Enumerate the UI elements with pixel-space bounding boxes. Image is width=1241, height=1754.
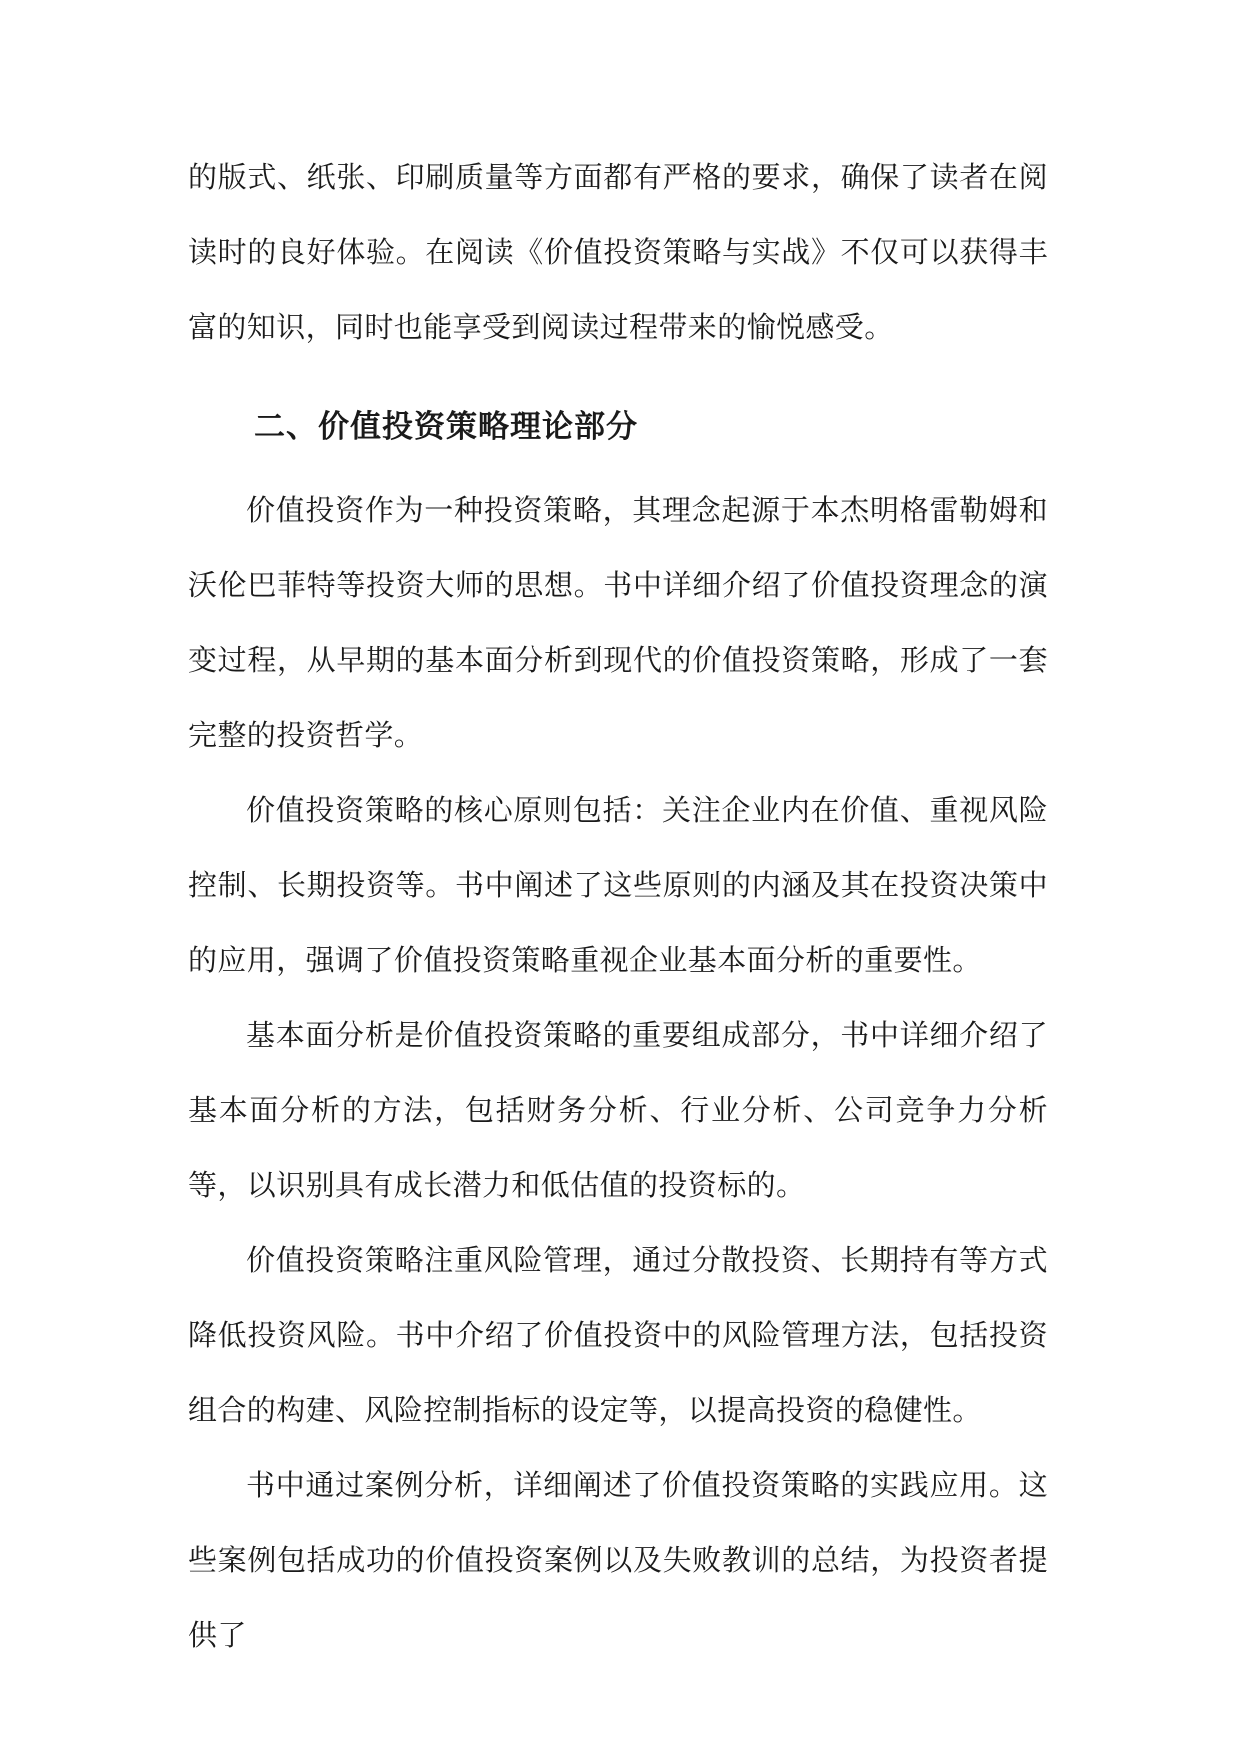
body-paragraph-5: 书中通过案例分析，详细阐述了价值投资策略的实践应用。这些案例包括成功的价值投资案例以及失败教训的总结，为投资者提供了 — [188, 1468, 1048, 1652]
body-paragraph-2: 价值投资策略的核心原则包括：关注企业内在价值、重视风险控制、长期投资等。书中阐述了这些原则的内涵及其在投资决策中的应用，强调了价值投资策略重视企业基本面分析的重要性。 — [188, 793, 1048, 977]
body-paragraph-1: 价值投资作为一种投资策略，其理念起源于本杰明格雷勒姆和沃伦巴菲特等投资大师的思想。书中详细介绍了价值投资理念的演变过程，从早期的基本面分析到现代的价值投资策略，形成了一套完整的投资哲学。 — [188, 493, 1048, 752]
body-paragraph-3: 基本面分析是价值投资策略的重要组成部分，书中详细介绍了基本面分析的方法，包括财务分析、行业分析、公司竞争力分析等，以识别具有成长潜力和低估值的投资标的。 — [188, 1018, 1048, 1202]
continuation-paragraph: 的版式、纸张、印刷质量等方面都有严格的要求，确保了读者在阅读时的良好体验。在阅读《价值投资策略与实战》不仅可以获得丰富的知识，同时也能享受到阅读过程带来的愉悦感受。 — [188, 160, 1048, 344]
body-paragraph-4: 价值投资策略注重风险管理，通过分散投资、长期持有等方式降低投资风险。书中介绍了价值投资中的风险管理方法，包括投资组合的构建、风险控制指标的设定等，以提高投资的稳健性。 — [188, 1243, 1048, 1427]
section-heading: 二、价值投资策略理论部分 — [254, 409, 638, 445]
page-content — [188, 140, 1048, 1673]
